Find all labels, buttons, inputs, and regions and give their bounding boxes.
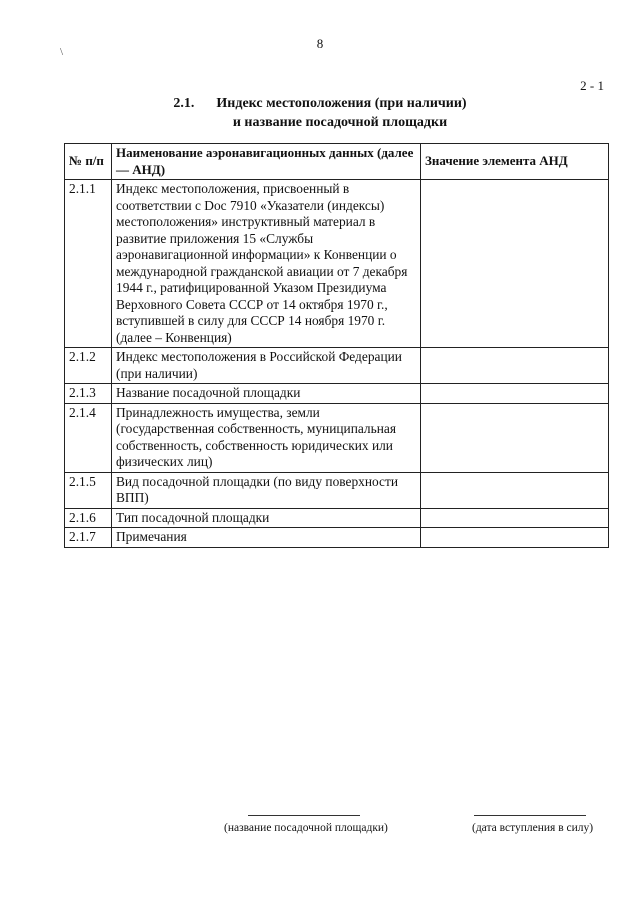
- table-row: [65, 180, 609, 348]
- header-name: Наименование аэронавигационных данных (далее — АНД): [112, 144, 421, 180]
- row-num: 2.1.1: [65, 180, 112, 348]
- row-num: 2.1.5: [65, 472, 112, 508]
- header-value: Значение элемента АНД: [421, 144, 609, 180]
- row-value: [421, 528, 609, 548]
- and-table: [64, 143, 609, 548]
- row-name: Индекс местоположения, присвоенный в соответствии с Doc 7910 «Указатели (индексы) местоположения» инструктивный материал в развитие приложения 15 «Службы аэронавигационной информации» к Конвенции о международной гражданской авиации от 7 декабря 1944 г., ратифицированной Указом Президиума Верховного Совета СССР от 14 октября 1970 г., вступившей в силу для СССР 14 ноября 1970 г. (далее – Конвенция): [112, 180, 421, 348]
- section-code: 2 - 1: [580, 78, 604, 93]
- page-number: 8: [316, 36, 324, 51]
- section-heading: [0, 94, 640, 132]
- heading-line1: Индекс местоположения (при наличии): [216, 96, 467, 111]
- row-num: 2.1.3: [65, 384, 112, 404]
- row-name: Принадлежность имущества, земли (государственная собственность, муниципальная собственность, собственность юридических или физических лиц): [112, 403, 421, 472]
- table-row: [65, 472, 609, 508]
- table-row: [65, 528, 609, 548]
- row-num: 2.1.7: [65, 528, 112, 548]
- row-value: [421, 403, 609, 472]
- table-row: [65, 384, 609, 404]
- row-num: 2.1.6: [65, 508, 112, 528]
- row-name: Вид посадочной площадки (по виду поверхности ВПП): [112, 472, 421, 508]
- row-name: Тип посадочной площадки: [112, 508, 421, 528]
- signature-line-left: [248, 815, 360, 816]
- table-row: [65, 508, 609, 528]
- footer-label-left: (название посадочной площадки): [224, 822, 388, 834]
- signature-line-right: [474, 815, 586, 816]
- row-name: Индекс местоположения в Российской Федерации (при наличии): [112, 348, 421, 384]
- row-name: Примечания: [112, 528, 421, 548]
- row-num: 2.1.4: [65, 403, 112, 472]
- row-value: [421, 508, 609, 528]
- table-row: [65, 403, 609, 472]
- scan-mark: \: [60, 46, 64, 58]
- row-value: [421, 384, 609, 404]
- row-name: Название посадочной площадки: [112, 384, 421, 404]
- heading-number: 2.1.: [173, 96, 195, 111]
- heading-line2: и название посадочной площадки: [232, 115, 448, 130]
- row-value: [421, 472, 609, 508]
- row-num: 2.1.2: [65, 348, 112, 384]
- row-value: [421, 180, 609, 348]
- row-value: [421, 348, 609, 384]
- table-header-row: [65, 144, 609, 180]
- header-num: № п/п: [65, 144, 112, 180]
- footer-label-right: (дата вступления в силу): [472, 822, 594, 834]
- table-row: [65, 348, 609, 384]
